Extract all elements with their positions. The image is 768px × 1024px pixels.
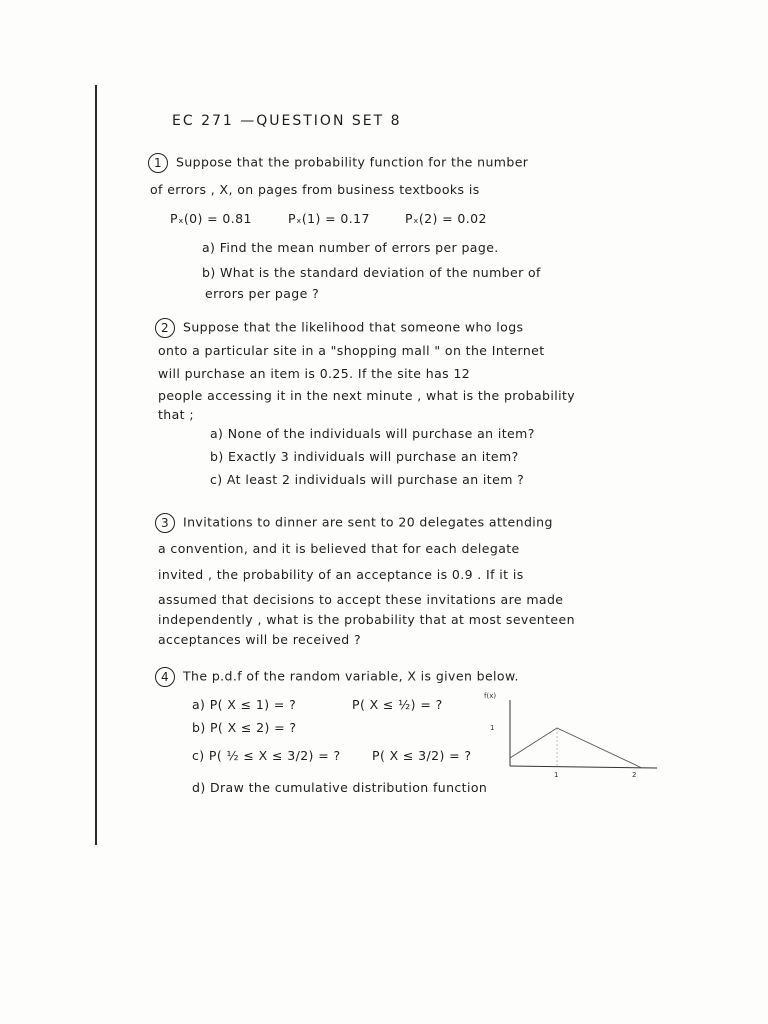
graph-pdf-curve [510,728,642,768]
q2-line-2: onto a particular site in a "shopping mall " on the Internet [158,343,545,358]
q3-line-5: independently , what is the probability that at most seventeen [158,612,575,627]
q2-line-1 [155,318,523,338]
q1-part-b-line-2: errors per page ? [205,286,320,301]
q2-line-5: that ; [158,407,194,422]
margin-line [95,85,97,845]
q3-line-2: a convention, and it is believed that for each delegate [158,541,520,556]
q2-line-3: will purchase an item is 0.25. If the site has 12 [158,366,471,381]
q1-part-b-line-1: b) What is the standard deviation of the number of [202,265,541,280]
page-title: EC 271 —QUESTION SET 8 [172,113,402,129]
graph-xtick-1: 1 [554,771,559,779]
q4-part-d: d) Draw the cumulative distribution function [192,780,488,795]
q1-line-1 [148,153,528,173]
q3-line-4: assumed that decisions to accept these invitations are made [158,592,564,607]
q2-part-b: b) Exactly 3 individuals will purchase an item? [210,449,519,464]
q4-text-1: The p.d.f of the random variable, X is given below. [183,668,519,684]
q4-part-a-1: a) P( X ≤ 1) = ? [192,697,297,712]
q1-line-2: of errors , X, on pages from business textbooks is [150,182,480,197]
q4-part-c-1: c) P( ½ ≤ X ≤ 3/2) = ? [192,748,341,763]
graph-ytick: 1 [490,724,495,732]
pdf-graph [482,688,662,783]
q4-part-a-2: P( X ≤ ½) = ? [352,697,443,712]
q3-line-1 [155,513,553,533]
q3-line-6: acceptances will be received ? [158,632,361,647]
q2-part-c: c) At least 2 individuals will purchase an item ? [210,472,525,487]
q2-line-4: people accessing it in the next minute , what is the probability [158,388,576,403]
q4-line-1 [155,667,519,687]
q1-prob-1: Pₓ(1) = 0.17 [288,211,370,226]
q3-line-3: invited , the probability of an acceptance is 0.9 . If it is [158,567,524,582]
q1-prob-0: Pₓ(0) = 0.81 [170,211,252,226]
graph-ylabel: f(x) [484,692,497,700]
question-number-4: 4 [155,667,175,687]
question-number-3: 3 [155,513,175,533]
q1-part-a: a) Find the mean number of errors per page. [202,240,499,255]
question-number-1: 1 [148,153,168,173]
q2-part-a: a) None of the individuals will purchase an item? [210,426,535,441]
q4-part-c-2: P( X ≤ 3/2) = ? [372,748,472,763]
q1-text-1: Suppose that the probability function for the number [176,154,529,170]
question-number-2: 2 [155,318,175,338]
graph-x-axis [510,766,657,768]
graph-xtick-2: 2 [632,771,637,779]
q4-part-b: b) P( X ≤ 2) = ? [192,720,297,735]
q2-text-1: Suppose that the likelihood that someone who logs [183,319,524,335]
q1-prob-2: Pₓ(2) = 0.02 [405,211,487,226]
q3-text-1: Invitations to dinner are sent to 20 delegates attending [183,514,553,530]
